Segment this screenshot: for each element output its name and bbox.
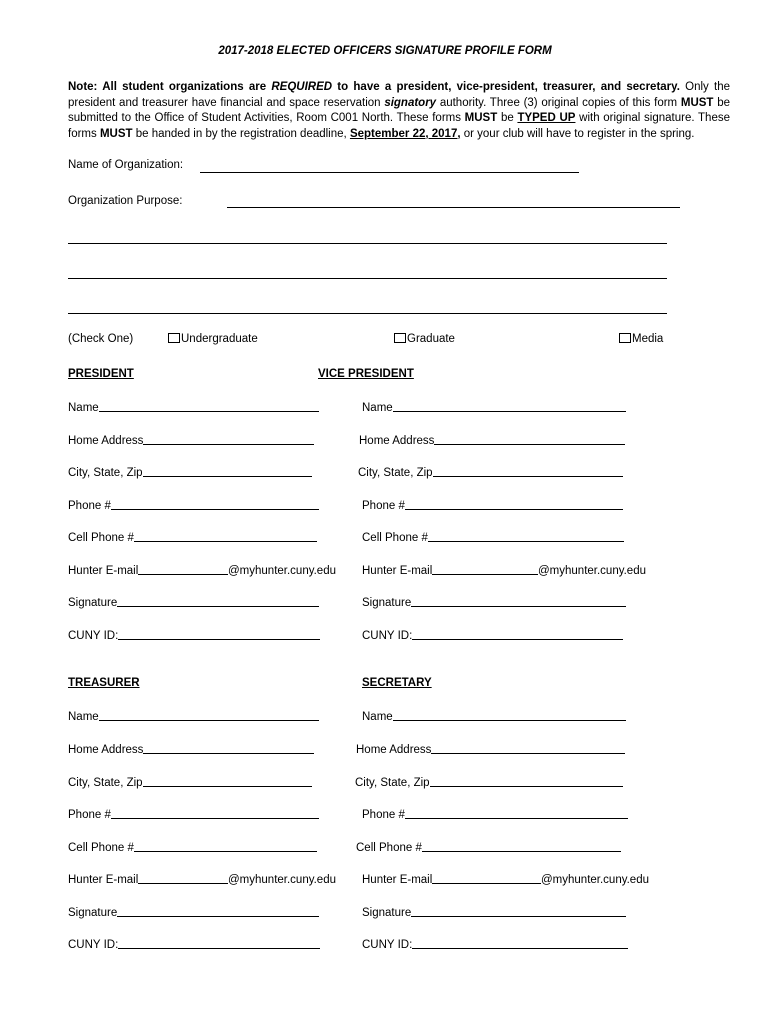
form-title: 2017-2018 ELECTED OFFICERS SIGNATURE PROFILE FORM [218, 45, 552, 57]
secretary-name-field[interactable]: Name [362, 707, 626, 723]
treasurer-name-field[interactable]: Name [68, 707, 319, 723]
treasurer-address-field[interactable]: Home Address [68, 740, 314, 756]
president-cell-field[interactable]: Cell Phone # [68, 528, 317, 544]
president-name-field[interactable]: Name [68, 398, 319, 414]
secretary-heading: SECRETARY [362, 677, 432, 689]
vp-cuny-id-field[interactable]: CUNY ID: [362, 626, 623, 642]
check-one-label: (Check One) [68, 333, 134, 345]
media-option[interactable]: Media [619, 333, 663, 345]
secretary-cuny-id-field[interactable]: CUNY ID: [362, 935, 628, 951]
graduate-option[interactable]: Graduate [394, 333, 455, 345]
secretary-cell-field[interactable]: Cell Phone # [356, 838, 621, 854]
undergraduate-option[interactable]: Undergraduate [168, 333, 258, 345]
president-email-field[interactable]: Hunter E-mail @myhunter.cuny.edu [68, 565, 336, 577]
org-name-field[interactable] [200, 172, 579, 173]
treasurer-email-field[interactable]: Hunter E-mail @myhunter.cuny.edu [68, 874, 336, 886]
org-name-label: Name of Organization: [68, 159, 184, 171]
treasurer-city-field[interactable]: City, State, Zip [68, 773, 312, 789]
vp-name-field[interactable]: Name [362, 398, 626, 414]
vp-signature-field[interactable]: Signature [362, 593, 626, 609]
org-purpose-line-3[interactable] [68, 278, 667, 279]
org-purpose-label: Organization Purpose: [68, 195, 183, 207]
vp-city-field[interactable]: City, State, Zip [358, 463, 623, 479]
treasurer-heading: TREASURER [68, 677, 140, 689]
secretary-email-field[interactable]: Hunter E-mail @myhunter.cuny.edu [362, 874, 649, 886]
treasurer-cuny-id-field[interactable]: CUNY ID: [68, 935, 320, 951]
org-purpose-line-4[interactable] [68, 313, 667, 314]
president-heading: PRESIDENT [68, 368, 134, 380]
treasurer-signature-field[interactable]: Signature [68, 903, 319, 919]
vice-president-heading: VICE PRESIDENT [318, 368, 414, 380]
treasurer-cell-field[interactable]: Cell Phone # [68, 838, 317, 854]
org-purpose-line-2[interactable] [68, 243, 667, 244]
president-cuny-id-field[interactable]: CUNY ID: [68, 626, 320, 642]
vp-address-field[interactable]: Home Address [359, 431, 625, 447]
vp-cell-field[interactable]: Cell Phone # [362, 528, 624, 544]
undergraduate-checkbox[interactable] [168, 333, 180, 343]
secretary-signature-field[interactable]: Signature [362, 903, 626, 919]
president-signature-field[interactable]: Signature [68, 593, 319, 609]
secretary-phone-field[interactable]: Phone # [362, 805, 628, 821]
org-purpose-field[interactable] [227, 207, 680, 208]
vp-phone-field[interactable]: Phone # [362, 496, 623, 512]
treasurer-phone-field[interactable]: Phone # [68, 805, 319, 821]
secretary-address-field[interactable]: Home Address [356, 740, 625, 756]
president-phone-field[interactable]: Phone # [68, 496, 319, 512]
president-address-field[interactable]: Home Address [68, 431, 314, 447]
president-city-field[interactable]: City, State, Zip [68, 463, 312, 479]
secretary-city-field[interactable]: City, State, Zip [355, 773, 623, 789]
graduate-checkbox[interactable] [394, 333, 406, 343]
vp-email-field[interactable]: Hunter E-mail @myhunter.cuny.edu [362, 565, 646, 577]
instructions-note: Note: All student organizations are REQUIRED to have a president, vice-president, treasurer, and secretary. Only the president and treasurer have financial and space reservation signatory authority. Three (3) original copies of this form MUST be submitted to the Office of Student Activities, Room C001 North. These forms MUST be TYPED UP with original signature. These forms MUST be handed in by the registration deadline, September 22, 2017, or your club will have to register in the spring. [68, 81, 730, 140]
media-checkbox[interactable] [619, 333, 631, 343]
